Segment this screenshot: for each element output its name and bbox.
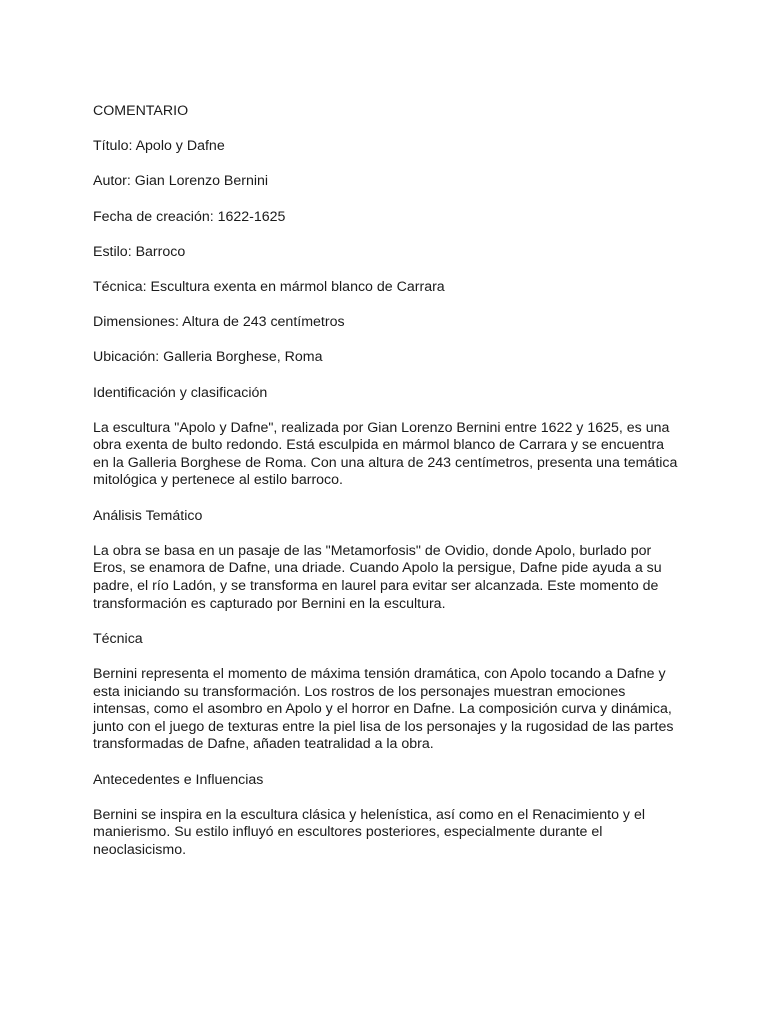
section-body-analisis: La obra se basa en un pasaje de las "Metamorfosis" de Ovidio, donde Apolo, burlado por Eros, se enamora de Dafne, una driade. Cuando Apolo la persigue, Dafne pide ayuda a su padre, el río Ladón, y se transforma en laurel para evitar ser alcanzada. Este momento de transformación es capturado por Bernini en la escultura.	[93, 542, 662, 612]
field-dimensiones: Dimensiones: Altura de 243 centímetros	[93, 314, 345, 331]
section-body-antecedentes: Bernini se inspira en la escultura clásica y helenística, así como en el Renacimiento y el manierismo. Su estilo influyó en escultores posteriores, especialmente durante el neoclasicismo.	[93, 806, 646, 858]
section-title-analisis: Análisis Temático	[93, 507, 203, 524]
document-content	[93, 103, 683, 877]
field-autor: Autor: Gian Lorenzo Bernini	[93, 173, 269, 190]
section-body-tecnica: Bernini representa el momento de máxima tensión dramática, con Apolo tocando a Dafne y esta iniciando su transformación. Los rostros de los personajes muestran emociones intensas, como el asombro en Apolo y el horror en Dafne. La composición curva y dinámica, junto con el juego de texturas entre la piel lisa de los personajes y la rugosidad de las partes transformadas de Dafne, añaden teatralidad a la obra.	[93, 666, 674, 753]
section-body-identificacion: La escultura "Apolo y Dafne", realizada por Gian Lorenzo Bernini entre 1622 y 1625, es una obra exenta de bulto redondo. Está esculpida en mármol blanco de Carrara y se encuentra en la Galleria Borghese de Roma. Con una altura de 243 centímetros, presenta una temática mitológica y pertenece al estilo barroco.	[93, 419, 678, 489]
field-ubicacion: Ubicación: Galleria Borghese, Roma	[93, 349, 323, 366]
field-titulo: Título: Apolo y Dafne	[93, 138, 225, 155]
field-tecnica: Técnica: Escultura exenta en mármol blanco de Carrara	[93, 278, 445, 295]
document-heading: COMENTARIO	[93, 103, 189, 119]
field-fecha: Fecha de creación: 1622-1625	[93, 208, 286, 225]
section-title-antecedentes: Antecedentes e Influencias	[93, 771, 264, 788]
section-title-tecnica: Técnica	[93, 630, 143, 647]
section-title-identificacion: Identificación y clasificación	[93, 384, 268, 401]
field-estilo: Estilo: Barroco	[93, 243, 186, 260]
